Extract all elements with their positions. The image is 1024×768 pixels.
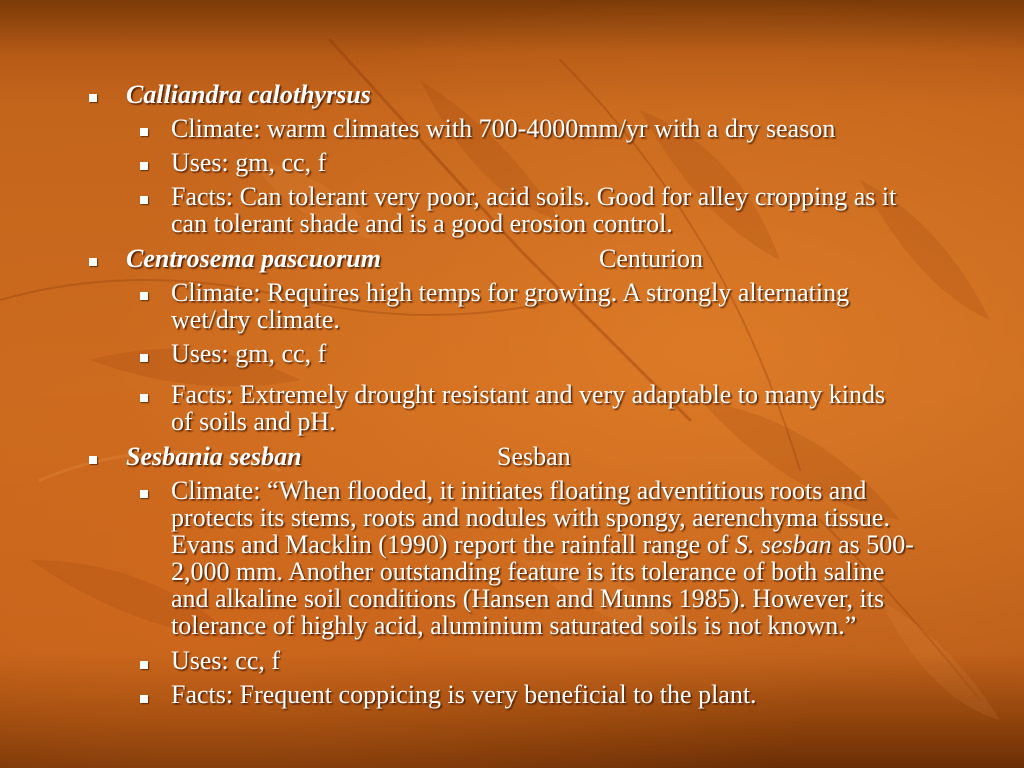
bullet-marker xyxy=(140,661,148,669)
climate-text-part: Evans and Macklin (1990) report the rainfall range of xyxy=(171,530,735,559)
climate-text: Climate: “When flooded, it initiates floating adventitious roots and xyxy=(171,476,867,505)
climate-text: protects its stems, roots and nodules with spongy, aerenchyma tissue. xyxy=(171,503,890,532)
climate-text: Climate: Requires high temps for growing. A strongly alternating xyxy=(171,278,850,307)
climate-text: 2,000 mm. Another outstanding feature is its tolerance of both saline xyxy=(171,557,885,586)
climate-text: Climate: warm climates with 700-4000mm/yr with a dry season xyxy=(171,114,836,143)
species-abbrev: S. sesban xyxy=(734,530,832,559)
climate-text xyxy=(171,531,914,558)
facts-text: Facts: Can tolerant very poor, acid soils. Good for alley cropping as it xyxy=(171,182,897,211)
bullet-marker xyxy=(89,94,97,102)
uses-text: Uses: gm, cc, f xyxy=(171,339,327,368)
climate-text: wet/dry climate. xyxy=(171,305,340,334)
climate-text-part: as 500- xyxy=(831,530,914,559)
bullet-marker xyxy=(89,456,97,464)
facts-text: can tolerant shade and is a good erosion control. xyxy=(171,209,673,238)
bullet-marker xyxy=(89,258,97,266)
climate-text: and alkaline soil conditions (Hansen and Munns 1985). However, its xyxy=(171,584,885,613)
bullet-marker xyxy=(140,695,148,703)
bullet-marker xyxy=(140,128,148,136)
bullet-marker xyxy=(140,196,148,204)
facts-text: Facts: Frequent coppicing is very beneficial to the plant. xyxy=(171,680,757,709)
species-name: Sesbania sesban xyxy=(126,442,302,471)
facts-text: Facts: Extremely drought resistant and very adaptable to many kinds xyxy=(171,380,886,409)
bullet-marker xyxy=(140,354,148,362)
species-name: Calliandra calothyrsus xyxy=(126,80,371,109)
common-name: Centurion xyxy=(599,244,703,273)
facts-text: of soils and pH. xyxy=(171,407,336,436)
climate-text: tolerance of highly acid, aluminium saturated soils is not known.” xyxy=(171,611,857,640)
bullet-marker xyxy=(140,394,148,402)
bullet-marker xyxy=(140,162,148,170)
species-name: Centrosema pascuorum xyxy=(126,244,381,273)
bullet-marker xyxy=(140,292,148,300)
bullet-marker xyxy=(140,490,148,498)
uses-text: Uses: cc, f xyxy=(171,646,281,675)
common-name: Sesban xyxy=(497,442,571,471)
uses-text: Uses: gm, cc, f xyxy=(171,148,327,177)
